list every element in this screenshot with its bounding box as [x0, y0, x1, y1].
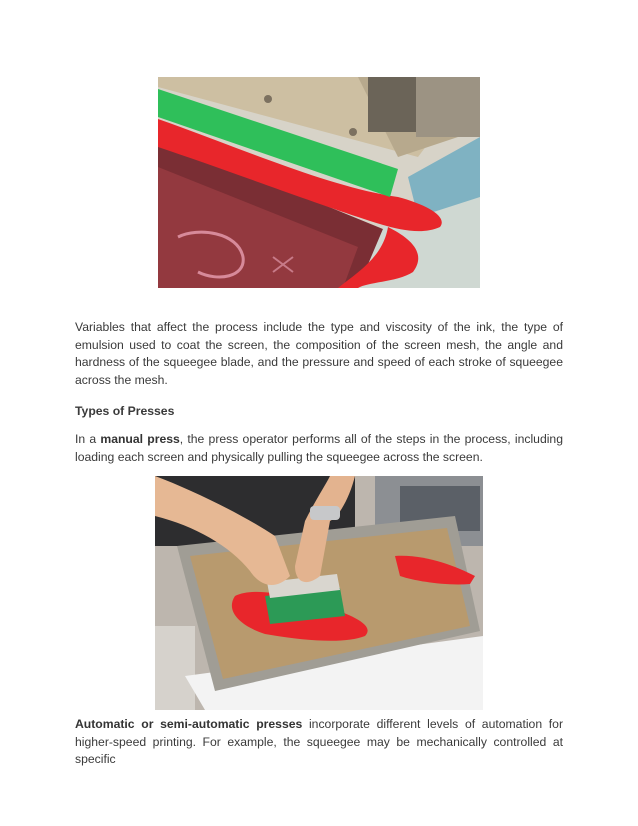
manual-rest: , the press operator performs all of the steps in the process, including loading each screen and physically pulling the squeegee across the screen.	[75, 432, 563, 464]
press-photo-manual	[155, 476, 483, 710]
section-heading: Types of Presses	[75, 404, 175, 418]
paragraph-automatic-press	[75, 716, 563, 769]
automatic-press-term: Automatic or semi-automatic presses	[75, 717, 303, 731]
paragraph-variables: Variables that affect the process include the type and viscosity of the ink, the type of emulsion used to coat the screen, the composition of the screen mesh, the angle and hardness of the squeegee blade, and the pressure and speed of each stroke of squeegee across the mesh.	[75, 320, 563, 387]
manual-press-term: manual press	[100, 432, 180, 446]
paragraph-manual-press	[75, 431, 563, 466]
automatic-rest: incorporate different levels of automation for higher-speed printing. For example, the squeegee may be mechanically controlled at specific	[75, 717, 563, 766]
press-photo-top	[158, 77, 480, 288]
manual-prefix: In a	[75, 432, 101, 446]
